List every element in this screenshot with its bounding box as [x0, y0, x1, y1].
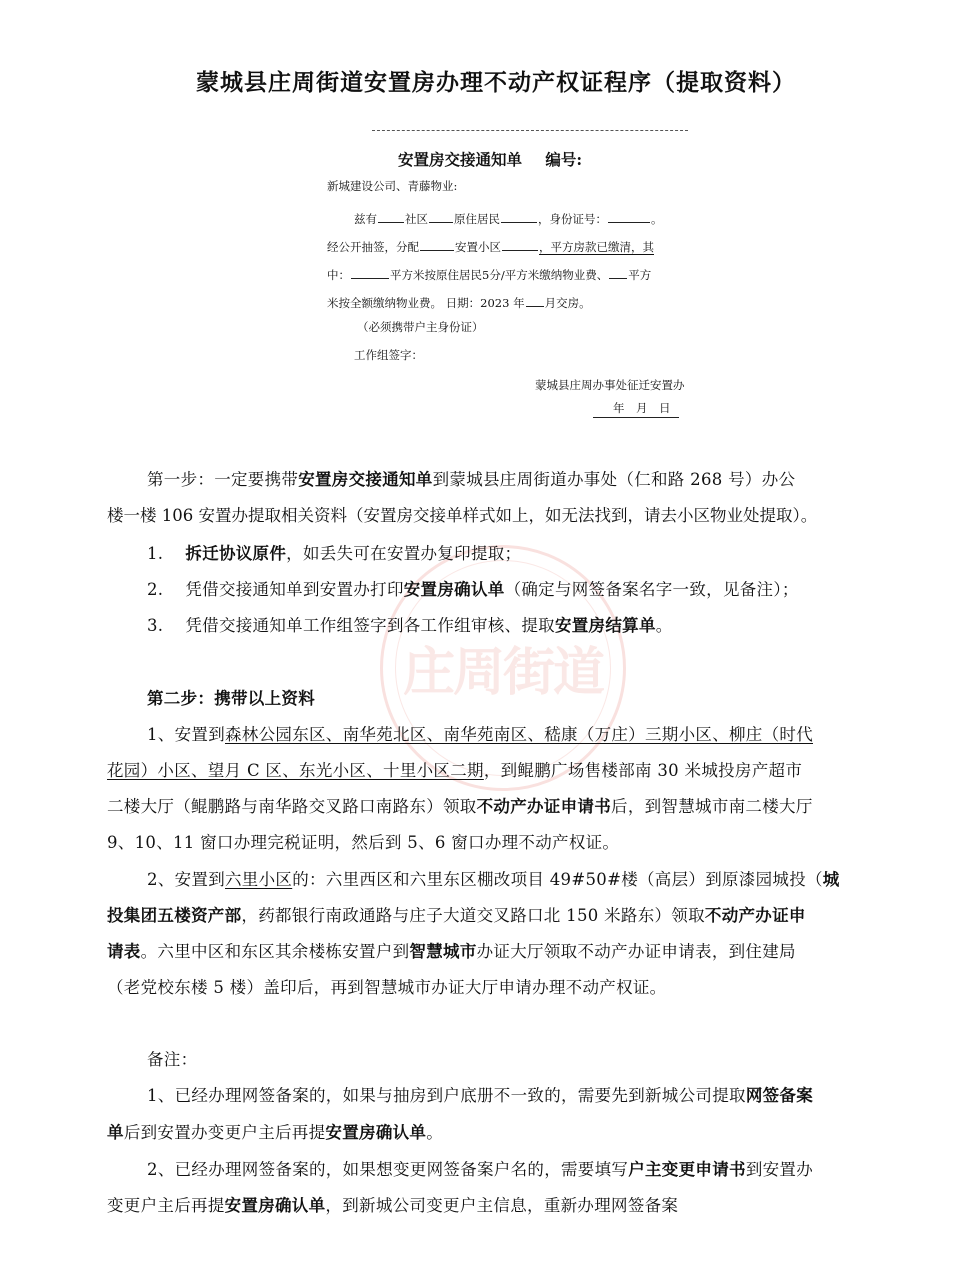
step-text: 二楼大厅（鲲鹏路与南华路交叉路口南路东）领取: [107, 797, 477, 816]
notice-text: 兹有: [354, 212, 377, 226]
notice-line-2: [327, 238, 654, 254]
step-text: 凭借交接通知单工作组签字到各工作组审核、提取: [185, 616, 555, 635]
emphasis-text: 安置房确认单: [325, 1123, 427, 1142]
notice-text: ，身份证号：: [538, 212, 607, 226]
step1-item-1: [147, 540, 521, 564]
emphasis-text: 安置房确认单: [403, 580, 505, 599]
notice-text: 月交房。: [544, 296, 591, 310]
notice-line-1: [354, 210, 663, 226]
step2-heading: [147, 685, 315, 709]
notice-text: ，平方房款已缴清，其: [539, 240, 654, 254]
step-text: 到蒙城县庄周街道办事处（仁和路 268 号）办公: [432, 470, 796, 489]
step2-p1-line-2: [107, 757, 802, 781]
underlined-text: 森林公园东区、南华苑北区、南华苑南区、嵇康（万庄）三期小区、柳庄（时代: [225, 725, 813, 744]
notice-text: 中：: [327, 268, 350, 282]
notice-text: 经公开抽签，分配: [327, 240, 419, 254]
remark-text: 2、已经办理网签备案的，如果想变更网签备案户名的，需要填写: [147, 1160, 629, 1179]
dashed-divider: [372, 130, 688, 131]
underlined-text: 六里小区: [225, 870, 293, 889]
step-text: ，到鲲鹏广场售楼部南 30 米城投房产超市: [483, 761, 803, 780]
step2-p2-line-3: [107, 938, 796, 962]
emphasis-text: 安置房确认单: [224, 1196, 326, 1215]
page-title: 蒙城县庄周街道安置房办理不动产权证程序（提取资料）: [196, 69, 796, 96]
blank-field: [501, 210, 537, 223]
blank-field: [378, 210, 404, 223]
emphasis-text: 网签备案: [745, 1086, 814, 1105]
step-text: 第一步：一定要携带: [147, 470, 299, 489]
section-heading: 第二步：携带以上资料: [147, 689, 315, 708]
emphasis-text: 安置房结算单: [554, 616, 656, 635]
remark-2-line-1: [147, 1156, 813, 1180]
blank-field: [351, 266, 389, 279]
notice-heading: [398, 152, 582, 168]
step1-line-1: [147, 466, 795, 490]
emphasis-text: 智慧城市: [409, 942, 477, 961]
notice-text: 平方米按原住居民5分/平方米缴纳物业费、: [390, 268, 609, 282]
notice-line-3: [327, 266, 651, 282]
step-text: 凭借交接通知单到安置办打印: [185, 580, 404, 599]
emphasis-text: 城: [822, 870, 840, 889]
step-text: 后，到智慧城市南二楼大厅: [611, 797, 813, 816]
step-text: 。六里中区和东区其余楼栋安置户到: [140, 942, 410, 961]
step2-p2-line-4: （老党校东楼 5 楼）盖印后，再到智慧城市办证大厅申请办理不动产权证。: [107, 978, 667, 997]
item-number: 2.: [147, 580, 164, 599]
remark-text: ，到新城公司变更户主信息，重新办理网签备案: [325, 1196, 679, 1215]
step-text: ，药都银行南政通路与庄子大道交叉路口北 150 米路东）领取: [241, 906, 705, 925]
notice-text: 。: [651, 212, 663, 226]
notice-text: 米按全额缴纳物业费。 日期：2023 年: [327, 296, 525, 310]
blank-field: [608, 210, 650, 223]
remark-text: 变更户主后再提: [107, 1196, 225, 1215]
notice-text: 平方: [628, 268, 652, 282]
notice-date: 年 月 日: [593, 403, 679, 418]
notice-text: 原住居民: [454, 212, 500, 226]
step-text: 2、安置到: [147, 870, 225, 889]
emphasis-text: 单: [107, 1123, 124, 1142]
step2-p2-line-1: [147, 866, 840, 890]
notice-text: 社区: [405, 212, 428, 226]
underlined-text: 花园）小区、望月 C 区、东光小区、十里小区二期: [107, 761, 484, 780]
remark-1-line-2: [107, 1119, 443, 1143]
emphasis-text: 不动产办证申: [704, 906, 806, 925]
notice-number-label: 编号:: [545, 150, 583, 169]
emphasis-text: 不动产办证申请书: [476, 797, 612, 816]
step2-p1-line-1: [147, 721, 813, 745]
remarks-heading: 备注：: [147, 1050, 198, 1069]
blank-field: [526, 294, 544, 307]
step-text: 1、安置到: [147, 725, 225, 744]
item-number: 1.: [147, 544, 164, 563]
emphasis-text: 拆迁协议原件: [185, 544, 287, 563]
notice-title: 安置房交接通知单: [398, 150, 523, 169]
notice-text: 安置小区: [455, 240, 501, 254]
seal-text: 庄周街道: [402, 643, 603, 703]
remark-2-line-2: [107, 1192, 678, 1216]
remark-text: 到安置办: [745, 1160, 814, 1179]
remark-text: 后到安置办变更户主后再提: [123, 1123, 326, 1142]
step1-item-3: [147, 612, 673, 636]
blank-field: [609, 266, 627, 279]
remark-text: 1、已经办理网签备案的，如果与抽房到户底册不一致的，需要先到新城公司提取: [147, 1086, 746, 1105]
notice-signature-label: 工作组签字：: [354, 348, 423, 362]
step2-p2-line-2: [107, 902, 806, 926]
blank-field: [429, 210, 453, 223]
remark-1-line-1: [147, 1082, 813, 1106]
blank-field: [420, 238, 454, 251]
step-text: 办证大厅领取不动产办证申请表，到住建局: [476, 942, 796, 961]
emphasis-text: 请表: [107, 942, 141, 961]
step-text: （确定与网签备案名字一致，见备注）；: [504, 580, 799, 599]
step2-p1-line-3: [107, 793, 813, 817]
step-text: ，如丢失可在安置办复印提取；: [286, 544, 522, 563]
blank-field: [502, 238, 538, 251]
notice-addressee: 新城建设公司、青藤物业:: [327, 179, 458, 193]
step1-line-2: 楼一楼 106 安置办提取相关资料（安置房交接单样式如上，如无法找到，请去小区物业处提取）。: [107, 506, 818, 525]
emphasis-text: 投集团五楼资产部: [107, 906, 242, 925]
emphasis-text: 安置房交接通知单: [298, 470, 433, 489]
notice-id-note: （必须携带户主身份证）: [357, 320, 484, 334]
step1-item-2: [147, 576, 799, 600]
item-number: 3.: [147, 616, 164, 635]
emphasis-text: 户主变更申请书: [628, 1160, 746, 1179]
notice-line-4: [327, 294, 591, 310]
notice-issuing-office: 蒙城县庄周办事处征迁安置办: [535, 378, 685, 392]
step-text: 的：六里西区和六里东区棚改项目 49#50#楼（高层）到原漆园城投（: [292, 870, 823, 889]
step-text: 。: [655, 616, 673, 635]
remark-text: 。: [426, 1123, 444, 1142]
step2-p1-line-4: 9、10、11 窗口办理完税证明，然后到 5、6 窗口办理不动产权证。: [107, 833, 620, 852]
